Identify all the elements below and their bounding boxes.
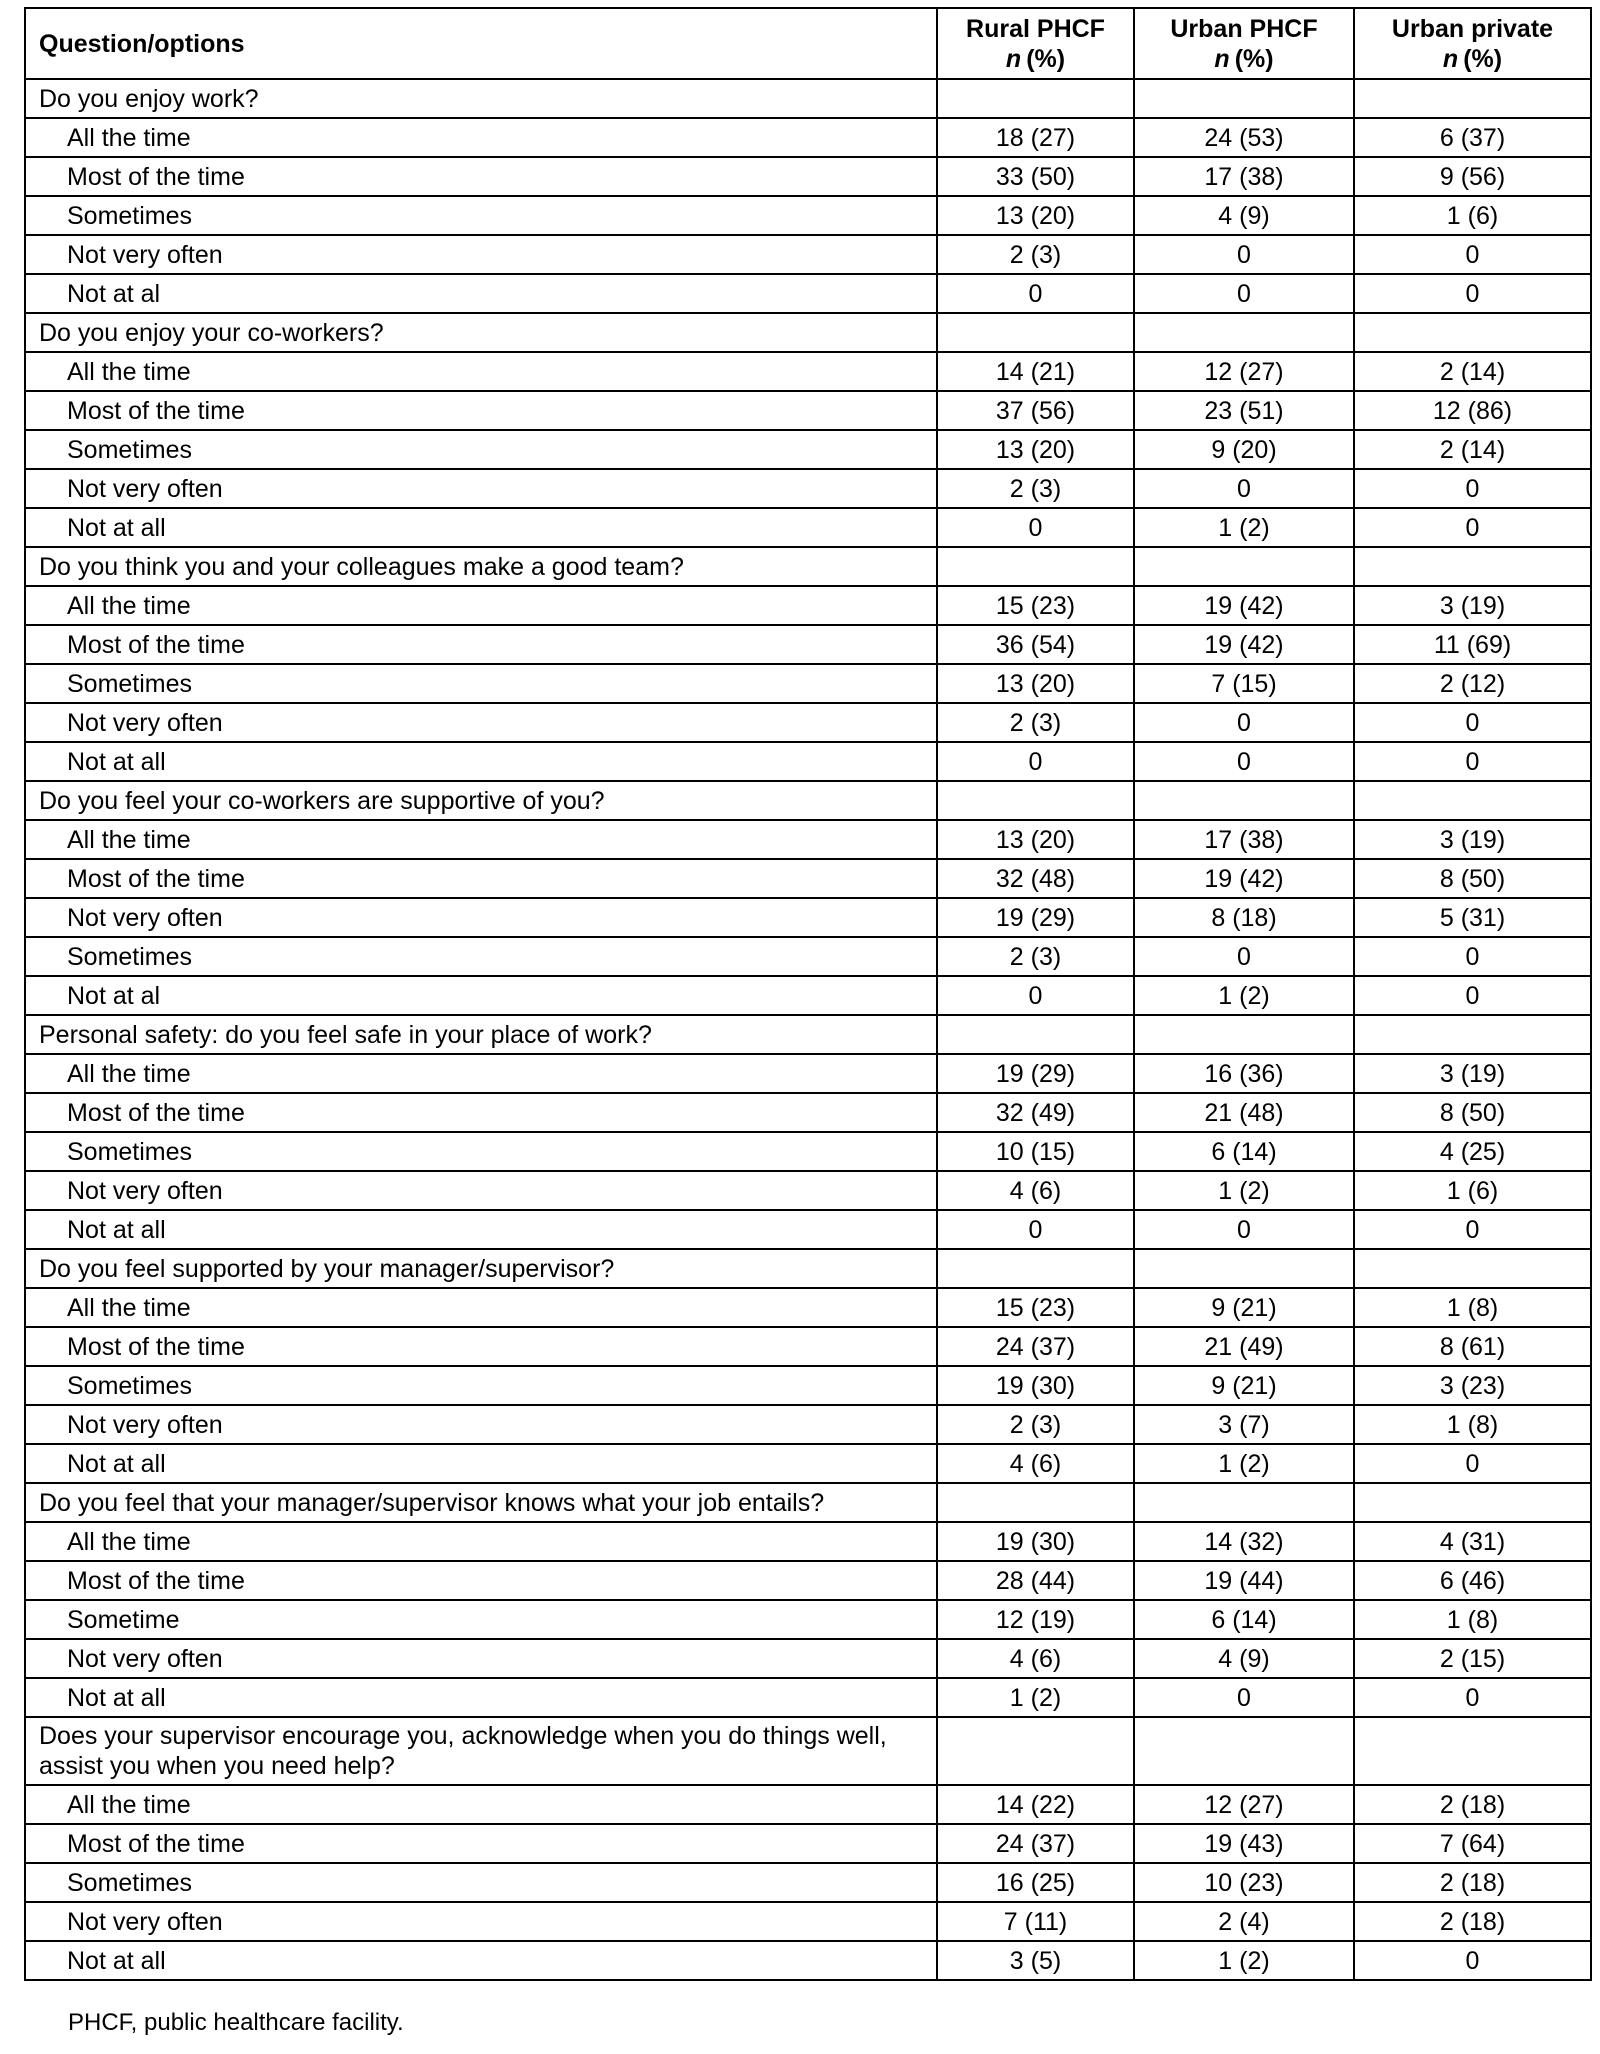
option-row [25, 235, 1591, 274]
value-cell: 10 (15) [937, 1132, 1134, 1171]
option-label-cell: Not very often [25, 1902, 937, 1941]
option-row [25, 430, 1591, 469]
option-row [25, 1941, 1591, 1980]
value-cell: 0 [937, 742, 1134, 781]
option-row [25, 196, 1591, 235]
urban-private-header [1354, 8, 1591, 79]
value-cell: 15 (23) [937, 586, 1134, 625]
option-label-cell: Not at all [25, 742, 937, 781]
question-row [25, 781, 1591, 820]
empty-cell [1354, 547, 1591, 586]
empty-cell [1134, 781, 1354, 820]
option-label-cell: Not very often [25, 898, 937, 937]
question-row [25, 1483, 1591, 1522]
option-label-cell: Most of the time [25, 157, 937, 196]
col-title: Rural PHCF [966, 14, 1105, 43]
option-label-cell: Most of the time [25, 391, 937, 430]
value-cell: 0 [937, 976, 1134, 1015]
empty-cell [1134, 1015, 1354, 1054]
value-cell: 32 (49) [937, 1093, 1134, 1132]
empty-cell [937, 1249, 1134, 1288]
value-cell: 7 (15) [1134, 664, 1354, 703]
empty-cell [937, 547, 1134, 586]
empty-cell [1134, 313, 1354, 352]
empty-cell [937, 1015, 1134, 1054]
option-label-cell: Not at all [25, 508, 937, 547]
option-row [25, 1171, 1591, 1210]
option-row [25, 1366, 1591, 1405]
value-cell: 0 [1134, 235, 1354, 274]
option-label-cell: Not at all [25, 1444, 937, 1483]
value-cell: 28 (44) [937, 1561, 1134, 1600]
option-row [25, 1327, 1591, 1366]
question-cell: Does your supervisor encourage you, acknowledge when you do things well, assist you when you need help? [25, 1717, 937, 1785]
option-row [25, 157, 1591, 196]
value-cell: 0 [1134, 1678, 1354, 1717]
value-cell: 3 (19) [1354, 820, 1591, 859]
option-row [25, 742, 1591, 781]
value-cell: 7 (64) [1354, 1824, 1591, 1863]
option-row [25, 1522, 1591, 1561]
value-cell: 0 [1134, 469, 1354, 508]
value-cell: 1 (8) [1354, 1288, 1591, 1327]
option-row [25, 1132, 1591, 1171]
option-row [25, 118, 1591, 157]
option-label-cell: Most of the time [25, 1327, 937, 1366]
question-row [25, 547, 1591, 586]
option-row [25, 1093, 1591, 1132]
value-cell: 0 [1354, 274, 1591, 313]
value-cell: 8 (61) [1354, 1327, 1591, 1366]
option-label-cell: Sometimes [25, 1863, 937, 1902]
value-cell: 13 (20) [937, 820, 1134, 859]
value-cell: 0 [1354, 508, 1591, 547]
value-cell: 12 (27) [1134, 1785, 1354, 1824]
value-cell: 1 (2) [1134, 1444, 1354, 1483]
option-row [25, 469, 1591, 508]
value-cell: 16 (25) [937, 1863, 1134, 1902]
value-cell: 14 (21) [937, 352, 1134, 391]
option-row [25, 1288, 1591, 1327]
empty-cell [1134, 547, 1354, 586]
empty-cell [1354, 1717, 1591, 1785]
option-row [25, 1600, 1591, 1639]
empty-cell [937, 1717, 1134, 1785]
value-cell: 0 [1134, 274, 1354, 313]
value-cell: 24 (37) [937, 1327, 1134, 1366]
value-cell: 10 (23) [1134, 1863, 1354, 1902]
value-cell: 3 (7) [1134, 1405, 1354, 1444]
value-cell: 14 (32) [1134, 1522, 1354, 1561]
value-cell: 0 [1354, 937, 1591, 976]
option-row [25, 1863, 1591, 1902]
value-cell: 0 [1134, 742, 1354, 781]
value-cell: 4 (9) [1134, 1639, 1354, 1678]
value-cell: 1 (2) [1134, 508, 1354, 547]
value-cell: 2 (3) [937, 1405, 1134, 1444]
question-row [25, 1249, 1591, 1288]
option-row [25, 1405, 1591, 1444]
question-row [25, 313, 1591, 352]
option-label-cell: All the time [25, 352, 937, 391]
col-subtitle: n (%) [1214, 44, 1274, 73]
option-label-cell: Sometimes [25, 430, 937, 469]
empty-cell [1354, 1249, 1591, 1288]
option-label-cell: Not at all [25, 1941, 937, 1980]
value-cell: 0 [1354, 469, 1591, 508]
empty-cell [937, 313, 1134, 352]
option-label-cell: All the time [25, 586, 937, 625]
value-cell: 13 (20) [937, 664, 1134, 703]
value-cell: 2 (14) [1354, 352, 1591, 391]
col-title: Urban PHCF [1170, 14, 1318, 43]
header-row [25, 8, 1591, 79]
value-cell: 2 (14) [1354, 430, 1591, 469]
option-row [25, 1444, 1591, 1483]
value-cell: 12 (19) [937, 1600, 1134, 1639]
option-label-cell: Not very often [25, 703, 937, 742]
value-cell: 0 [1134, 1210, 1354, 1249]
empty-cell [1354, 781, 1591, 820]
option-label-cell: All the time [25, 1785, 937, 1824]
value-cell: 21 (48) [1134, 1093, 1354, 1132]
value-cell: 0 [1354, 703, 1591, 742]
option-row [25, 1785, 1591, 1824]
question-row [25, 1015, 1591, 1054]
question-cell: Do you enjoy your co-workers? [25, 313, 937, 352]
value-cell: 0 [1134, 937, 1354, 976]
table-footnote: PHCF, public healthcare facility. [68, 2009, 404, 2036]
option-row [25, 976, 1591, 1015]
option-label-cell: Not at al [25, 274, 937, 313]
value-cell: 1 (2) [1134, 1941, 1354, 1980]
value-cell: 0 [937, 1210, 1134, 1249]
value-cell: 6 (14) [1134, 1132, 1354, 1171]
option-label-cell: Sometimes [25, 664, 937, 703]
option-label-cell: Most of the time [25, 1561, 937, 1600]
empty-cell [1354, 1015, 1591, 1054]
value-cell: 1 (2) [1134, 1171, 1354, 1210]
option-row [25, 1678, 1591, 1717]
value-cell: 2 (18) [1354, 1902, 1591, 1941]
option-row [25, 508, 1591, 547]
value-cell: 2 (3) [937, 937, 1134, 976]
value-cell: 1 (2) [1134, 976, 1354, 1015]
value-cell: 2 (18) [1354, 1863, 1591, 1902]
option-row [25, 1561, 1591, 1600]
option-row [25, 1902, 1591, 1941]
value-cell: 2 (15) [1354, 1639, 1591, 1678]
value-cell: 19 (30) [937, 1522, 1134, 1561]
option-row [25, 391, 1591, 430]
value-cell: 3 (19) [1354, 586, 1591, 625]
value-cell: 37 (56) [937, 391, 1134, 430]
empty-cell [1134, 1717, 1354, 1785]
value-cell: 0 [1354, 1210, 1591, 1249]
value-cell: 12 (86) [1354, 391, 1591, 430]
value-cell: 17 (38) [1134, 820, 1354, 859]
value-cell: 3 (19) [1354, 1054, 1591, 1093]
value-cell: 2 (12) [1354, 664, 1591, 703]
value-cell: 19 (30) [937, 1366, 1134, 1405]
value-cell: 6 (14) [1134, 1600, 1354, 1639]
value-cell: 4 (25) [1354, 1132, 1591, 1171]
option-label-cell: Not very often [25, 1171, 937, 1210]
value-cell: 33 (50) [937, 157, 1134, 196]
question-cell: Do you think you and your colleagues make a good team? [25, 547, 937, 586]
empty-cell [1354, 313, 1591, 352]
value-cell: 15 (23) [937, 1288, 1134, 1327]
option-label-cell: All the time [25, 1288, 937, 1327]
option-row [25, 937, 1591, 976]
value-cell: 1 (6) [1354, 196, 1591, 235]
option-label-cell: Not very often [25, 469, 937, 508]
question-row [25, 79, 1591, 118]
empty-cell [1354, 79, 1591, 118]
option-row [25, 664, 1591, 703]
option-label-cell: Not very often [25, 1405, 937, 1444]
option-label-cell: All the time [25, 820, 937, 859]
value-cell: 9 (56) [1354, 157, 1591, 196]
option-label-cell: Not at al [25, 976, 937, 1015]
value-cell: 9 (21) [1134, 1288, 1354, 1327]
option-label-cell: Not very often [25, 1639, 937, 1678]
empty-cell [937, 781, 1134, 820]
option-label-cell: Most of the time [25, 625, 937, 664]
option-row [25, 1824, 1591, 1863]
empty-cell [937, 79, 1134, 118]
value-cell: 13 (20) [937, 430, 1134, 469]
option-label-cell: Sometimes [25, 1366, 937, 1405]
value-cell: 0 [1354, 1941, 1591, 1980]
value-cell: 0 [937, 508, 1134, 547]
value-cell: 0 [1354, 235, 1591, 274]
empty-cell [1134, 1249, 1354, 1288]
option-row [25, 625, 1591, 664]
value-cell: 36 (54) [937, 625, 1134, 664]
value-cell: 9 (21) [1134, 1366, 1354, 1405]
question-cell: Do you feel your co-workers are supportive of you? [25, 781, 937, 820]
option-row [25, 703, 1591, 742]
value-cell: 24 (37) [937, 1824, 1134, 1863]
col-subtitle: n (%) [1442, 44, 1503, 73]
option-row [25, 586, 1591, 625]
value-cell: 6 (37) [1354, 118, 1591, 157]
value-cell: 0 [1354, 1444, 1591, 1483]
option-label-cell: Sometimes [25, 1132, 937, 1171]
value-cell: 24 (53) [1134, 118, 1354, 157]
option-label-cell: Sometimes [25, 937, 937, 976]
value-cell: 19 (42) [1134, 625, 1354, 664]
option-label-cell: Most of the time [25, 1093, 937, 1132]
value-cell: 2 (3) [937, 703, 1134, 742]
value-cell: 23 (51) [1134, 391, 1354, 430]
question-options-header: Question/options [25, 8, 937, 79]
value-cell: 4 (6) [937, 1171, 1134, 1210]
value-cell: 0 [1354, 742, 1591, 781]
value-cell: 8 (50) [1354, 1093, 1591, 1132]
value-cell: 18 (27) [937, 118, 1134, 157]
option-row [25, 859, 1591, 898]
option-label-cell: All the time [25, 118, 937, 157]
value-cell: 3 (5) [937, 1941, 1134, 1980]
empty-cell [1134, 1483, 1354, 1522]
option-row [25, 1054, 1591, 1093]
col-subtitle: n (%) [1005, 44, 1066, 73]
value-cell: 0 [1134, 703, 1354, 742]
value-cell: 2 (18) [1354, 1785, 1591, 1824]
value-cell: 12 (27) [1134, 352, 1354, 391]
value-cell: 2 (3) [937, 469, 1134, 508]
value-cell: 0 [1354, 976, 1591, 1015]
question-cell: Do you feel supported by your manager/supervisor? [25, 1249, 937, 1288]
option-row [25, 898, 1591, 937]
value-cell: 19 (44) [1134, 1561, 1354, 1600]
option-row [25, 820, 1591, 859]
value-cell: 11 (69) [1354, 625, 1591, 664]
option-label-cell: All the time [25, 1054, 937, 1093]
option-label-cell: Sometimes [25, 196, 937, 235]
option-label-cell: Most of the time [25, 1824, 937, 1863]
option-label-cell: Not at all [25, 1210, 937, 1249]
value-cell: 9 (20) [1134, 430, 1354, 469]
value-cell: 8 (50) [1354, 859, 1591, 898]
survey-results-table [24, 7, 1592, 1981]
value-cell: 19 (29) [937, 898, 1134, 937]
value-cell: 1 (6) [1354, 1171, 1591, 1210]
value-cell: 1 (8) [1354, 1405, 1591, 1444]
value-cell: 7 (11) [937, 1902, 1134, 1941]
value-cell: 3 (23) [1354, 1366, 1591, 1405]
option-label-cell: Most of the time [25, 859, 937, 898]
value-cell: 17 (38) [1134, 157, 1354, 196]
value-cell: 4 (31) [1354, 1522, 1591, 1561]
question-cell: Personal safety: do you feel safe in your place of work? [25, 1015, 937, 1054]
value-cell: 16 (36) [1134, 1054, 1354, 1093]
col-title: Urban private [1391, 14, 1554, 43]
value-cell: 1 (2) [937, 1678, 1134, 1717]
value-cell: 0 [937, 274, 1134, 313]
value-cell: 6 (46) [1354, 1561, 1591, 1600]
rural-phcf-header [937, 8, 1134, 79]
value-cell: 19 (29) [937, 1054, 1134, 1093]
table-body [25, 79, 1591, 1980]
question-cell: Do you enjoy work? [25, 79, 937, 118]
value-cell: 4 (6) [937, 1639, 1134, 1678]
value-cell: 21 (49) [1134, 1327, 1354, 1366]
value-cell: 19 (43) [1134, 1824, 1354, 1863]
value-cell: 0 [1354, 1678, 1591, 1717]
question-cell: Do you feel that your manager/supervisor knows what your job entails? [25, 1483, 937, 1522]
value-cell: 19 (42) [1134, 586, 1354, 625]
option-label-cell: Not at all [25, 1678, 937, 1717]
value-cell: 8 (18) [1134, 898, 1354, 937]
empty-cell [1134, 79, 1354, 118]
option-row [25, 274, 1591, 313]
value-cell: 2 (4) [1134, 1902, 1354, 1941]
value-cell: 2 (3) [937, 235, 1134, 274]
value-cell: 13 (20) [937, 196, 1134, 235]
option-row [25, 352, 1591, 391]
urban-phcf-header [1134, 8, 1354, 79]
option-row [25, 1639, 1591, 1678]
empty-cell [937, 1483, 1134, 1522]
value-cell: 5 (31) [1354, 898, 1591, 937]
value-cell: 14 (22) [937, 1785, 1134, 1824]
value-cell: 4 (6) [937, 1444, 1134, 1483]
value-cell: 4 (9) [1134, 196, 1354, 235]
empty-cell [1354, 1483, 1591, 1522]
table-header [25, 8, 1591, 79]
option-label-cell: Sometime [25, 1600, 937, 1639]
option-label-cell: All the time [25, 1522, 937, 1561]
option-row [25, 1210, 1591, 1249]
option-label-cell: Not very often [25, 235, 937, 274]
value-cell: 1 (8) [1354, 1600, 1591, 1639]
question-row [25, 1717, 1591, 1785]
value-cell: 19 (42) [1134, 859, 1354, 898]
value-cell: 32 (48) [937, 859, 1134, 898]
